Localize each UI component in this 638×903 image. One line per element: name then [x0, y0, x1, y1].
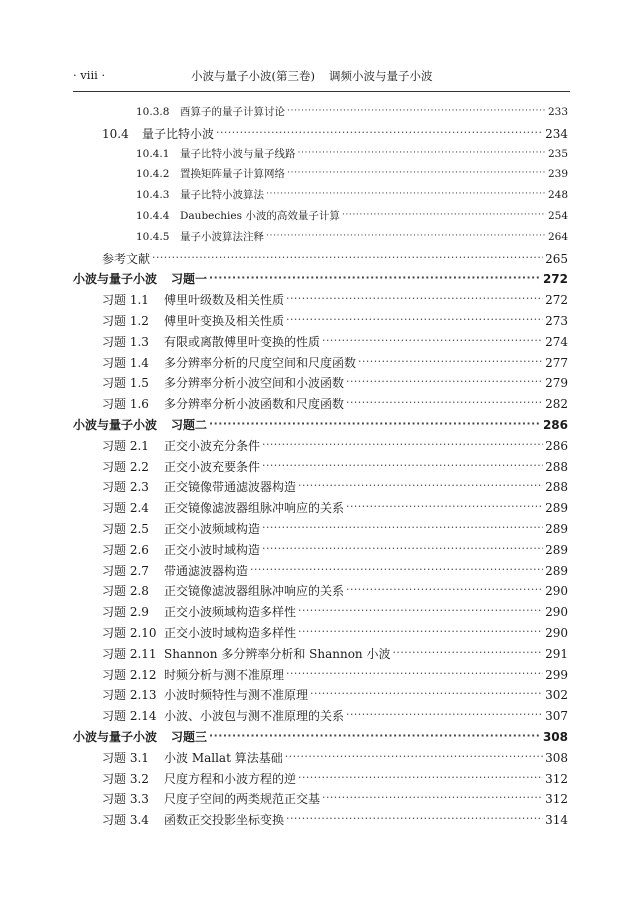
toc-entry-number: 习题 2.10	[102, 626, 157, 640]
toc-entry[interactable]	[102, 686, 568, 703]
toc-entry[interactable]	[136, 208, 568, 223]
toc-leader-dots	[250, 563, 543, 575]
toc-entry-number: 10.4.2	[136, 168, 170, 181]
toc-entry-title	[164, 354, 356, 371]
toc-chapter-entry[interactable]	[73, 270, 568, 287]
toc-page-number: 254	[547, 210, 568, 222]
toc-page-number: 234	[545, 126, 568, 141]
toc-entry[interactable]	[102, 333, 568, 350]
toc-entry-title-text: Shannon 多分辨率分析和 Shannon 小波	[164, 646, 391, 661]
toc-leader-dots	[262, 438, 543, 450]
toc-entry-exercise-label: 习题二	[171, 418, 208, 432]
toc-page-number: 239	[547, 168, 568, 181]
toc-entry[interactable]	[102, 478, 568, 495]
toc-entry-title-text: 多分辨率分析小波空间和小波函数	[164, 376, 345, 391]
toc-entry-title	[164, 603, 296, 620]
toc-entry-exercise-label: 习题三	[171, 730, 208, 744]
toc-entry[interactable]	[102, 458, 568, 475]
toc-entry-number: 10.4.1	[136, 147, 170, 160]
toc-page-number: 289	[545, 563, 568, 578]
toc-entry-title-text: 多分辨率分析的尺度空间和尺度函数	[164, 355, 357, 370]
toc-entry-title-text: 小波与量子小波	[73, 272, 158, 287]
toc-entry[interactable]	[136, 187, 568, 202]
toc-entry-title	[164, 562, 248, 579]
toc-entry-number: 习题 3.1	[102, 750, 149, 765]
toc-leader-dots	[287, 105, 546, 116]
toc-entry-number: 习题 1.3	[102, 334, 149, 349]
toc-entry-title-text: 参考文献	[102, 251, 151, 266]
toc-leader-dots	[266, 229, 546, 240]
toc-chapter-entry[interactable]	[73, 728, 568, 745]
toc-entry[interactable]	[102, 624, 568, 641]
toc-page-number: 314	[545, 813, 568, 828]
toc-leader-dots	[216, 126, 543, 138]
toc-page-number: 233	[547, 106, 568, 118]
toc-entry[interactable]	[102, 603, 568, 620]
toc-page-number: 312	[545, 771, 568, 786]
header-rule	[73, 91, 570, 92]
toc-leader-dots	[392, 646, 543, 658]
toc-entry-title-text: 正交小波时域构造	[164, 542, 261, 557]
toc-entry-number: 习题 2.5	[102, 522, 149, 536]
toc-leader-dots	[262, 459, 543, 471]
toc-entry-number: 10.4.3	[136, 189, 170, 202]
toc-entry[interactable]	[102, 520, 568, 537]
toc-entry-number: 10.4	[102, 126, 129, 141]
toc-leader-dots	[287, 167, 546, 178]
toc-entry-number: 习题 2.3	[102, 480, 149, 495]
toc-leader-dots	[310, 687, 543, 699]
toc-entry-title-text: 量子小波算法注释	[180, 230, 264, 243]
toc-entry[interactable]	[102, 312, 568, 329]
toc-leader-dots	[286, 812, 543, 824]
toc-leader-dots	[266, 188, 546, 199]
toc-entry-title	[164, 458, 260, 475]
toc-entry[interactable]	[102, 749, 568, 766]
toc-entry-title	[164, 749, 283, 766]
toc-entry-title-text: 正交小波充要条件	[164, 459, 261, 474]
toc-entry-title	[164, 291, 284, 308]
toc-entry[interactable]	[102, 645, 568, 662]
toc-leader-dots	[298, 479, 543, 491]
toc-entry-number: 10.3.8	[136, 106, 170, 118]
toc-entry-title	[164, 811, 284, 828]
toc-page-number: 273	[545, 314, 568, 328]
toc-page-number: 277	[545, 355, 568, 370]
toc-leader-dots	[298, 604, 543, 616]
toc-entry-number: 习题 2.6	[102, 542, 149, 557]
toc-entry-title	[180, 146, 296, 161]
toc-entry-number: 习题 1.6	[102, 397, 149, 412]
toc-entry-title	[102, 250, 150, 267]
toc-entry[interactable]	[102, 354, 568, 371]
toc-entry-title	[164, 582, 344, 599]
toc-leader-dots	[262, 521, 543, 533]
toc-entry[interactable]	[102, 541, 568, 558]
toc-entry-title-text: 正交小波时域构造多样性	[164, 626, 297, 640]
toc-entry-title-text: Daubechies 小波的高效量子计算	[180, 210, 340, 222]
toc-entry-title	[164, 770, 296, 787]
toc-entry[interactable]	[102, 291, 568, 308]
toc-entry-title	[164, 374, 344, 391]
page-number: · viii ·	[73, 68, 106, 82]
toc-entry-number: 习题 3.2	[102, 771, 149, 786]
toc-page-number: 308	[545, 750, 568, 765]
toc-entry-title-text: 酉算子的量子计算讨论	[180, 106, 285, 118]
toc-leader-dots	[298, 625, 543, 637]
toc-entry[interactable]	[102, 562, 568, 579]
toc-entry-title	[180, 166, 285, 181]
toc-leader-dots	[346, 396, 543, 408]
toc-entry-number: 习题 2.1	[102, 438, 149, 453]
page-header	[73, 68, 570, 86]
toc-page-number: 290	[545, 626, 568, 640]
toc-entry-title	[164, 437, 260, 454]
toc-entry-number: 习题 3.4	[102, 813, 149, 828]
toc-entry-title-text: 正交镜像滤波器组脉冲响应的关系	[164, 501, 345, 516]
toc-entry-title-text: 时频分析与测不准原理	[164, 667, 285, 682]
toc-entry-number: 习题 2.14	[102, 709, 157, 724]
toc-entry-number: 习题 2.13	[102, 688, 157, 703]
toc-page-number: 290	[545, 584, 568, 599]
running-title	[191, 68, 432, 84]
toc-entry-number: 习题 2.8	[102, 584, 149, 599]
toc-page-number: 289	[545, 542, 568, 557]
toc-entry-title-text: 小波 Mallat 算法基础	[164, 750, 283, 765]
toc-entry-number: 习题 2.12	[102, 667, 157, 682]
toc-page-number: 265	[545, 251, 568, 266]
toc-leader-dots	[286, 313, 543, 325]
toc-page-number: 235	[547, 147, 568, 160]
toc-leader-dots	[346, 583, 543, 595]
toc-entry[interactable]	[102, 811, 568, 828]
toc-entry[interactable]	[136, 146, 568, 161]
toc-entry-number: 习题 1.2	[102, 314, 149, 328]
toc-page-number: 274	[545, 334, 568, 349]
toc-entry[interactable]	[136, 104, 568, 119]
toc-leader-dots	[262, 542, 543, 554]
toc-page-number: 288	[545, 480, 568, 495]
toc-leader-dots	[322, 791, 543, 803]
toc-leader-dots	[322, 334, 543, 346]
toc-entry-title	[180, 208, 340, 223]
toc-leader-dots	[358, 355, 543, 367]
toc-entry[interactable]	[102, 125, 568, 142]
toc-entry[interactable]	[102, 707, 568, 724]
toc-entry[interactable]	[136, 166, 568, 181]
toc-entry-title-text: 尺度方程和小波方程的逆	[164, 771, 297, 786]
toc-entry-title-text: 量子比特小波	[142, 126, 215, 141]
toc-page-number: 282	[545, 397, 568, 412]
toc-entry-number: 习题 1.4	[102, 355, 149, 370]
toc-entry-title-text: 正交小波频域构造	[164, 522, 261, 536]
toc-page-number: 288	[545, 459, 568, 474]
toc-entry-title	[180, 104, 285, 119]
toc-page-number: 302	[545, 688, 568, 703]
toc-entry-title-text: 傅里叶级数及相关性质	[164, 293, 285, 308]
toc-entry-title-text: 正交镜像带通滤波器构造	[164, 480, 297, 495]
toc-entry[interactable]	[102, 582, 568, 599]
toc-entry-title	[164, 520, 260, 537]
toc-entry-title-text: 带通滤波器构造	[164, 563, 249, 578]
toc-entry-title	[73, 270, 207, 287]
toc-entry-title	[164, 624, 296, 641]
toc-entry-title-text: 小波与量子小波	[73, 418, 158, 432]
toc-page-number: 290	[545, 605, 568, 620]
toc-leader-dots	[286, 667, 543, 679]
toc-leader-dots	[346, 500, 543, 512]
toc-leader-dots	[286, 292, 543, 304]
toc-entry-number: 习题 3.3	[102, 792, 149, 807]
toc-entry-title-text: 傅里叶变换及相关性质	[164, 314, 285, 328]
toc-leader-dots	[298, 146, 546, 157]
toc-entry[interactable]	[136, 229, 568, 244]
toc-entry-number: 习题 2.4	[102, 501, 149, 516]
toc-page-number: 289	[545, 501, 568, 516]
toc-entry-title-text: 有限或离散傅里叶变换的性质	[164, 334, 321, 349]
toc-entry[interactable]	[102, 666, 568, 683]
toc-entry-title-text: 量子比特小波算法	[180, 189, 264, 202]
toc-entry-title	[180, 187, 264, 202]
toc-page-number: 272	[545, 293, 568, 308]
toc-leader-dots	[298, 771, 543, 783]
toc-entry-title	[164, 790, 320, 807]
book-title: 小波与量子小波(第三卷)	[191, 69, 315, 83]
toc-entry-title	[164, 541, 260, 558]
toc-entry-number: 10.4.5	[136, 230, 170, 243]
toc-entry-title	[164, 666, 284, 683]
toc-entry-title	[164, 645, 390, 662]
toc-entry-number: 习题 1.1	[102, 293, 149, 308]
toc-entry-title	[180, 229, 264, 244]
toc-leader-dots	[285, 750, 543, 762]
toc-leader-dots	[346, 375, 543, 387]
toc-entry-number: 习题 2.2	[102, 459, 149, 474]
toc-leader-dots	[209, 729, 541, 741]
toc-entry-title-text: 小波时频特性与测不准原理	[164, 688, 309, 703]
toc-entry-title-text: 正交小波频域构造多样性	[164, 605, 297, 620]
toc-entry-title	[164, 395, 344, 412]
toc-page-number: 291	[545, 646, 568, 661]
toc-entry-title-text: 正交小波充分条件	[164, 438, 261, 453]
toc-entry-title-text: 置换矩阵量子计算网络	[180, 168, 285, 181]
toc-entry[interactable]	[102, 437, 568, 454]
toc-entry-number: 10.4.4	[136, 210, 170, 222]
toc-entry[interactable]	[102, 770, 568, 787]
toc-entry[interactable]	[102, 790, 568, 807]
book-subtitle: 调频小波与量子小波	[328, 69, 433, 83]
toc-entry-title	[164, 707, 344, 724]
toc-entry[interactable]	[102, 499, 568, 516]
toc-leader-dots	[342, 209, 546, 220]
toc-entry[interactable]	[102, 395, 568, 412]
toc-page-number: 286	[545, 438, 568, 453]
toc-entry-title	[73, 728, 207, 745]
toc-entry-title	[164, 478, 296, 495]
toc-page-number: 264	[547, 230, 568, 243]
toc-entry-title-text: 函数正交投影坐标变换	[164, 813, 285, 828]
toc-page-number: 272	[542, 272, 568, 287]
toc-entry-number: 习题 1.5	[102, 376, 149, 391]
toc-leader-dots	[152, 251, 543, 263]
toc-entry-number: 习题 2.11	[102, 646, 157, 661]
toc-entry-title	[73, 416, 207, 433]
toc-leader-dots	[346, 708, 543, 720]
toc-entry-title	[164, 499, 344, 516]
toc-entry-exercise-label: 习题一	[171, 272, 208, 287]
toc-entry[interactable]	[102, 250, 568, 267]
toc-page-number: 279	[545, 376, 568, 391]
toc-page-number: 312	[545, 792, 568, 807]
toc-entry[interactable]	[102, 374, 568, 391]
toc-entry-title-text: 多分辨率分析小波函数和尺度函数	[164, 397, 345, 412]
toc-entry-title-text: 尺度子空间的两类规范正交基	[164, 792, 321, 807]
toc-page-number: 307	[545, 709, 568, 724]
toc-page-number: 248	[547, 189, 568, 202]
toc-entry-title	[164, 312, 284, 329]
toc-leader-dots	[209, 271, 541, 283]
toc-entry-number: 习题 2.9	[102, 605, 149, 620]
toc-leader-dots	[209, 417, 541, 429]
toc-chapter-entry[interactable]	[73, 416, 568, 433]
toc-entry-title	[164, 333, 320, 350]
toc-page-number: 286	[542, 418, 568, 432]
toc-entry-title-text: 小波与量子小波	[73, 730, 158, 744]
toc-entry-title-text: 量子比特小波与量子线路	[180, 147, 296, 160]
toc-entry-number: 习题 2.7	[102, 563, 149, 578]
toc-entry-title	[142, 125, 214, 142]
toc-entry-title	[164, 686, 308, 703]
toc-entry-title-text: 小波、小波包与测不准原理的关系	[164, 709, 345, 724]
toc-page-number: 299	[545, 667, 568, 682]
toc-page-number: 308	[542, 730, 568, 744]
toc-entry-title-text: 正交镜像滤波器组脉冲响应的关系	[164, 584, 345, 599]
toc-page-number: 289	[545, 522, 568, 536]
